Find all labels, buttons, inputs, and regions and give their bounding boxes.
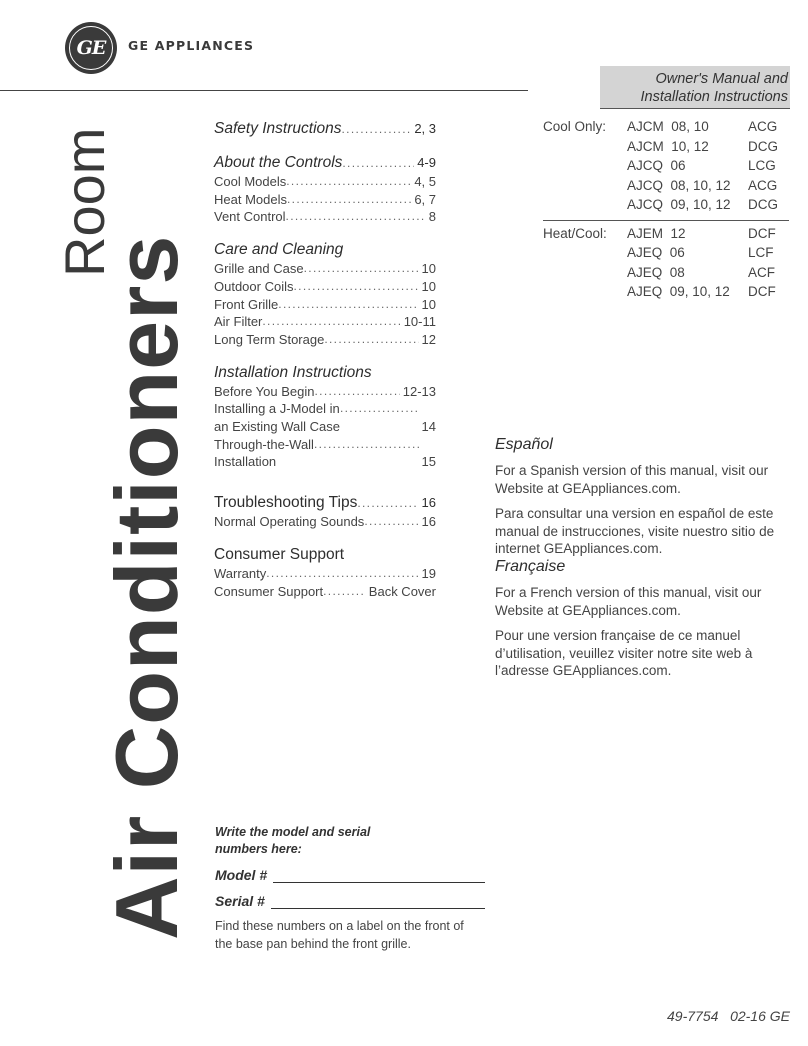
toc-section xyxy=(214,545,436,600)
model-suffix: LCG xyxy=(748,158,776,173)
toc-item-page: 19 xyxy=(421,565,436,581)
toc-item xyxy=(214,191,436,209)
french-heading: Française xyxy=(495,558,566,575)
toc-leader-dots xyxy=(342,119,412,139)
header-rule xyxy=(0,90,528,91)
toc-item-page: 12 xyxy=(421,331,436,347)
manual-title-rule xyxy=(600,108,790,109)
model-group-label xyxy=(543,243,627,263)
toc-item-label: Vent Control xyxy=(214,209,286,225)
toc-leader-dots xyxy=(342,153,414,173)
toc-item xyxy=(214,400,436,435)
toc-item-page: 6, 7 xyxy=(414,191,436,207)
model-row xyxy=(543,156,789,176)
toc-item-page: 14 xyxy=(421,419,436,435)
spanish-paragraph-2: Para consultar una version en español de este manual de instrucciones, visite nuestro sitio de internet GEAppliances.com. xyxy=(495,506,775,556)
toc-section xyxy=(214,240,436,349)
toc-item-label: Cool Models xyxy=(214,174,287,189)
model-number: AJCQ 09, 10, 12 xyxy=(627,197,731,212)
french-section xyxy=(495,558,775,688)
manual-title-line-2: Installation Instructions xyxy=(640,89,788,105)
toc-item xyxy=(214,436,436,471)
toc-heading xyxy=(214,545,436,565)
model-group-label: Heat/Cool: xyxy=(543,225,607,241)
toc-leader-dots xyxy=(262,313,400,331)
ge-logo-mark: GE xyxy=(69,26,113,70)
model-number: AJCM 08, 10 xyxy=(627,119,709,134)
toc-item-label: Outdoor Coils xyxy=(214,278,294,294)
model-row xyxy=(543,137,789,157)
model-row xyxy=(543,263,789,283)
toc-item xyxy=(214,565,436,583)
model-row xyxy=(543,195,789,215)
toc-heading-page: 16 xyxy=(421,495,436,511)
spanish-section xyxy=(495,436,775,566)
toc-leader-dots xyxy=(293,278,418,296)
model-suffix: ACF xyxy=(748,264,775,280)
model-serial-instruction: Write the model and serial numbers here: xyxy=(215,825,371,856)
cool-only-models xyxy=(543,117,789,215)
toc-item-page: 10-11 xyxy=(403,314,436,330)
model-number: AJEQ 09, 10, 12 xyxy=(627,284,730,299)
toc-item-page: 4, 5 xyxy=(414,174,436,189)
toc-item-label: Long Term Storage xyxy=(214,331,325,347)
toc-section xyxy=(214,119,436,139)
toc-leader-dots xyxy=(304,260,419,278)
toc-item xyxy=(214,331,436,349)
toc-leader-dots xyxy=(314,383,399,401)
brand-name: GE APPLIANCES xyxy=(128,38,255,53)
serial-number-line xyxy=(271,895,485,909)
toc-item-label: Before You Begin xyxy=(214,383,315,399)
toc-item-label: Consumer Support xyxy=(214,583,324,599)
toc-item-page: 8 xyxy=(428,209,436,225)
ge-logo xyxy=(65,22,117,74)
toc-leader-dots xyxy=(357,493,418,513)
model-group-label xyxy=(543,156,627,176)
french-paragraph-1: For a French version of this manual, visit our Website at GEAppliances.com. xyxy=(495,585,762,618)
manual-title xyxy=(488,70,788,106)
model-row xyxy=(543,117,789,137)
toc-heading-label: Care and Cleaning xyxy=(214,241,344,259)
toc-leader-dots xyxy=(314,436,419,471)
toc-leader-dots xyxy=(323,583,366,601)
toc-leader-dots xyxy=(286,173,411,191)
toc-section xyxy=(214,363,436,472)
toc-heading-label: Consumer Support xyxy=(214,545,345,563)
model-number: AJCQ 08, 10, 12 xyxy=(627,177,731,193)
title-room: Room xyxy=(53,127,116,277)
toc-leader-dots xyxy=(266,565,418,583)
toc-leader-dots xyxy=(340,400,419,435)
toc-heading-page: 4-9 xyxy=(417,155,436,170)
serial-number-field xyxy=(215,891,485,909)
toc-heading xyxy=(214,119,436,139)
toc-item-label: Air Filter xyxy=(214,314,263,330)
toc-heading xyxy=(214,153,436,173)
model-number-field xyxy=(215,865,485,883)
toc-item-page: Back Cover xyxy=(368,583,436,599)
toc-heading-label: Safety Instructions xyxy=(214,120,342,137)
model-row xyxy=(543,282,789,302)
french-paragraph-2: Pour une version française de ce manuel d’utilisation, veuillez visiter notre site web à l’adresse GEAppliances.com. xyxy=(495,628,753,678)
toc-item xyxy=(214,278,436,296)
toc-item-page: 15 xyxy=(421,454,436,470)
model-group-label xyxy=(543,195,627,215)
toc-item-page: 10 xyxy=(421,296,436,312)
toc-item-label: Normal Operating Sounds xyxy=(214,514,365,530)
model-suffix: DCG xyxy=(748,197,778,212)
toc-heading xyxy=(214,240,436,260)
title-air-conditioners xyxy=(96,235,198,940)
toc-heading-page: 2, 3 xyxy=(414,121,436,136)
toc-section xyxy=(214,493,436,531)
toc-item-label: Through-the-Wall Installation xyxy=(214,436,314,470)
model-list xyxy=(543,117,789,302)
spanish-paragraph-1: For a Spanish version of this manual, visit our Website at GEAppliances.com. xyxy=(495,463,769,496)
model-serial-note: Find these numbers on a label on the front of the base pan behind the front grille. xyxy=(215,919,464,951)
model-number: AJEQ 08 xyxy=(627,264,685,280)
toc-item xyxy=(214,208,436,226)
document-number: 49-7754 02-16 GE xyxy=(667,1008,790,1024)
toc-item-page: 12-13 xyxy=(402,383,436,399)
toc-heading-label: Troubleshooting Tips xyxy=(214,494,358,512)
toc-item-label: Warranty xyxy=(214,565,267,581)
toc-heading xyxy=(214,363,436,383)
model-serial-form xyxy=(215,824,485,953)
model-number-label: Model # xyxy=(215,867,268,883)
model-suffix: DCF xyxy=(748,284,776,299)
toc-item-label: Heat Models xyxy=(214,191,287,207)
toc-heading-label: About the Controls xyxy=(214,154,343,171)
toc-item-label: Installing a J-Model in an Existing Wall Case xyxy=(214,401,340,435)
toc-leader-dots xyxy=(286,208,426,226)
toc-item xyxy=(214,313,436,331)
title-line-2: Air Conditioners xyxy=(97,234,196,940)
model-number: AJEM 12 xyxy=(627,225,686,241)
heat-cool-models xyxy=(543,220,789,302)
toc-item xyxy=(214,383,436,401)
toc-item-page: 10 xyxy=(421,261,436,277)
model-number-line xyxy=(273,869,485,883)
toc-section xyxy=(214,153,436,226)
serial-number-label: Serial # xyxy=(215,893,265,909)
model-suffix: DCF xyxy=(748,225,776,241)
model-group-label xyxy=(543,176,627,196)
toc-heading-label: Installation Instructions xyxy=(214,363,372,381)
model-group-label xyxy=(543,263,627,283)
model-row xyxy=(543,224,789,244)
toc-leader-dots xyxy=(287,191,411,209)
toc-item-page: 16 xyxy=(421,514,436,530)
toc-item xyxy=(214,583,436,601)
toc-item-label: Front Grille xyxy=(214,296,279,312)
model-suffix: ACG xyxy=(748,119,778,134)
model-suffix: DCG xyxy=(748,138,778,154)
manual-title-line-1: Owner's Manual and xyxy=(655,71,788,87)
table-of-contents xyxy=(214,119,436,614)
spanish-heading: Español xyxy=(495,436,553,453)
toc-item xyxy=(214,513,436,531)
toc-item xyxy=(214,173,436,191)
model-row xyxy=(543,243,789,263)
toc-leader-dots xyxy=(278,296,418,314)
model-group-label xyxy=(543,282,627,302)
toc-leader-dots xyxy=(324,331,418,349)
toc-heading xyxy=(214,493,436,513)
model-number: AJEQ 06 xyxy=(627,245,685,260)
model-number: AJCQ 06 xyxy=(627,158,686,173)
model-number: AJCM 10, 12 xyxy=(627,138,709,154)
toc-item-label: Grille and Case xyxy=(214,261,304,277)
toc-item xyxy=(214,260,436,278)
model-row xyxy=(543,176,789,196)
model-suffix: LCF xyxy=(748,245,774,260)
toc-item xyxy=(214,296,436,314)
model-suffix: ACG xyxy=(748,177,778,193)
model-group-label: Cool Only: xyxy=(543,119,607,134)
toc-leader-dots xyxy=(364,513,418,531)
toc-item-page: 10 xyxy=(421,278,436,294)
model-group-label xyxy=(543,137,627,157)
